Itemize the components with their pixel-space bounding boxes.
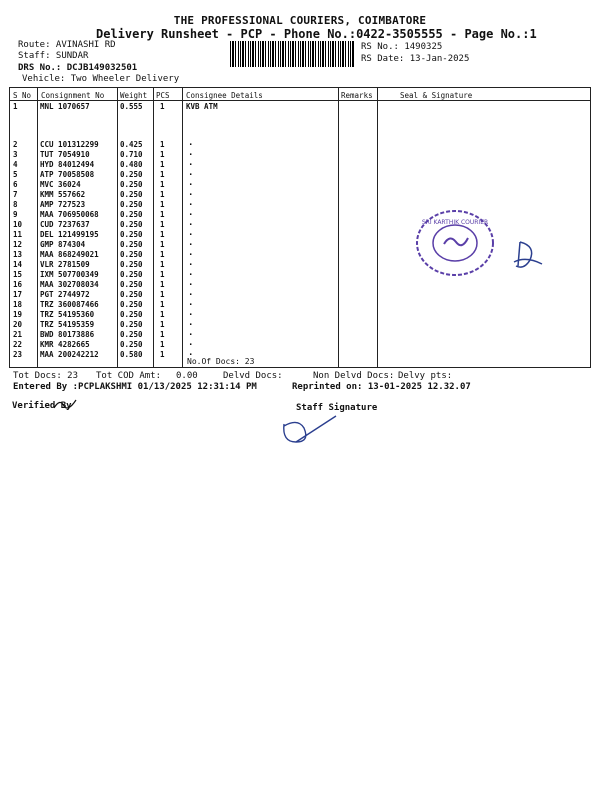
row-pcs: 1: [160, 150, 165, 159]
total-cod-label: Tot COD Amt:: [96, 371, 162, 381]
col-sno: S No: [13, 91, 32, 100]
row-weight: 0.250: [120, 300, 143, 309]
row-pcs: 1: [160, 102, 165, 111]
row-weight: 0.250: [120, 180, 143, 189]
row-consignee: .: [188, 268, 194, 278]
row-consignment: DEL 121499195: [40, 230, 99, 239]
col-seal-signature: Seal & Signature: [400, 91, 473, 100]
row-pcs: 1: [160, 250, 165, 259]
row-weight: 0.250: [120, 240, 143, 249]
total-docs: Tot Docs: 23: [13, 371, 79, 381]
barcode: [230, 41, 355, 67]
row-consignee: .: [188, 338, 194, 348]
row-weight: 0.425: [120, 140, 143, 149]
row-weight: 0.250: [120, 340, 143, 349]
row-sno: 7: [13, 190, 18, 199]
row-pcs: 1: [160, 210, 165, 219]
row-sno: 16: [13, 280, 23, 289]
verifier-signature: [52, 396, 78, 414]
row-pcs: 1: [160, 300, 165, 309]
row-consignee: .: [188, 278, 194, 288]
row-weight: 0.480: [120, 160, 143, 169]
row-pcs: 1: [160, 280, 165, 289]
row-consignment: MAA 200242212: [40, 350, 99, 359]
row-sno: 11: [13, 230, 23, 239]
row-weight: 0.250: [120, 280, 143, 289]
row-consignment: AMP 727523: [40, 200, 86, 209]
row-consignment: PGT 2744972: [40, 290, 90, 299]
row-weight: 0.250: [120, 290, 143, 299]
row-pcs: 1: [160, 240, 165, 249]
row-sno: 4: [13, 160, 18, 169]
row-sno: 13: [13, 250, 23, 259]
row-weight: 0.250: [120, 250, 143, 259]
non-delivered-docs: Non Delvd Docs:: [313, 371, 395, 381]
row-consignment: MAA 868249021: [40, 250, 99, 259]
no-of-docs: No.Of Docs: 23: [187, 357, 255, 366]
row-sno: 6: [13, 180, 18, 189]
row-consignment: TRZ 54195360: [40, 310, 95, 319]
row-pcs: 1: [160, 220, 165, 229]
row-pcs: 1: [160, 230, 165, 239]
row-consignment: HYD 84012494: [40, 160, 95, 169]
row-consignee: .: [188, 228, 194, 238]
row-consignee: .: [188, 298, 194, 308]
row-consignee: .: [188, 168, 194, 178]
row-sno: 19: [13, 310, 23, 319]
col-remarks: Remarks: [341, 91, 373, 100]
row-consignee: .: [188, 238, 194, 248]
col-weight: Weight: [120, 91, 148, 100]
row-weight: 0.250: [120, 200, 143, 209]
row-consignment: CUD 7237637: [40, 220, 90, 229]
row-consignee: .: [188, 218, 194, 228]
row-consignment: KMM 557662: [40, 190, 86, 199]
row-sno: 23: [13, 350, 23, 359]
row-weight: 0.250: [120, 210, 143, 219]
row-consignment: KMR 4282665: [40, 340, 90, 349]
row-sno: 18: [13, 300, 23, 309]
stamp-text: SRI KARTHIK COURIER: [421, 219, 489, 226]
row-consignee: .: [188, 188, 194, 198]
row-consignment: TRZ 360087466: [40, 300, 99, 309]
row-weight: 0.250: [120, 190, 143, 199]
row-pcs: 1: [160, 190, 165, 199]
receiver-signature: [510, 236, 546, 276]
row-pcs: 1: [160, 320, 165, 329]
entered-by: Entered By :PCPLAKSHMI 01/13/2025 12:31:14 PM: [13, 382, 257, 392]
row-sno: 10: [13, 220, 23, 229]
row-consignment: MAA 302708034: [40, 280, 99, 289]
row-consignee: .: [188, 308, 194, 318]
route-label: Route: AVINASHI RD: [18, 40, 116, 50]
col-consignment: Consignment No: [41, 91, 105, 100]
row-pcs: 1: [160, 340, 165, 349]
row-consignment: VLR 2781509: [40, 260, 90, 269]
col-consignee: Consignee Details: [186, 91, 263, 100]
row-consignee: .: [188, 158, 194, 168]
row-sno: 14: [13, 260, 23, 269]
row-consignee: .: [188, 178, 194, 188]
row-weight: 0.710: [120, 150, 143, 159]
row-sno: 5: [13, 170, 18, 179]
row-consignee: .: [188, 258, 194, 268]
row-weight: 0.250: [120, 330, 143, 339]
row-consignment: GMP 874304: [40, 240, 86, 249]
row-consignee: KVB ATM: [186, 102, 218, 111]
row-consignment: BWD 80173886: [40, 330, 95, 339]
row-pcs: 1: [160, 310, 165, 319]
delivery-points: Delvy pts:: [398, 371, 453, 381]
rs-number: RS No.: 1490325: [361, 42, 443, 52]
row-consignee: .: [188, 148, 194, 158]
total-cod-value: 0.00: [176, 371, 198, 381]
row-consignment: MVC 36024: [40, 180, 81, 189]
rs-date: RS Date: 13-Jan-2025: [361, 54, 470, 64]
reprinted-on: Reprinted on: 13-01-2025 12.32.07: [292, 382, 471, 392]
verified-by: Verified By: [12, 401, 72, 411]
row-sno: 3: [13, 150, 18, 159]
row-pcs: 1: [160, 180, 165, 189]
row-sno: 20: [13, 320, 23, 329]
row-weight: 0.250: [120, 170, 143, 179]
row-sno: 17: [13, 290, 23, 299]
col-pcs: PCS: [156, 91, 170, 100]
row-consignee: .: [188, 318, 194, 328]
row-weight: 0.250: [120, 260, 143, 269]
row-consignee: .: [188, 348, 194, 358]
row-sno: 1: [13, 102, 18, 111]
row-pcs: 1: [160, 350, 165, 359]
drs-number: DRS No.: DCJB149032501: [18, 63, 138, 73]
row-consignment: TUT 7054910: [40, 150, 90, 159]
row-pcs: 1: [160, 270, 165, 279]
company-title: THE PROFESSIONAL COURIERS, COIMBATORE: [173, 14, 427, 27]
runsheet-title: Delivery Runsheet - PCP - Phone No.:0422-3505555 - Page No.:1: [96, 27, 537, 41]
row-sno: 2: [13, 140, 18, 149]
courier-stamp: [414, 208, 496, 278]
staff-signature-label: Staff Signature: [296, 403, 378, 413]
row-pcs: 1: [160, 290, 165, 299]
row-pcs: 1: [160, 140, 165, 149]
row-sno: 12: [13, 240, 23, 249]
row-consignee: .: [188, 208, 194, 218]
row-pcs: 1: [160, 170, 165, 179]
row-consignee: .: [188, 248, 194, 258]
row-pcs: 1: [160, 160, 165, 169]
row-pcs: 1: [160, 200, 165, 209]
row-pcs: 1: [160, 260, 165, 269]
row-weight: 0.555: [120, 102, 143, 111]
row-consignee: .: [188, 328, 194, 338]
row-weight: 0.580: [120, 350, 143, 359]
row-consignment: MNL 1070657: [40, 102, 90, 111]
row-weight: 0.250: [120, 320, 143, 329]
row-consignee: .: [188, 288, 194, 298]
row-weight: 0.250: [120, 230, 143, 239]
row-consignment: CCU 101312299: [40, 140, 99, 149]
staff-label: Staff: SUNDAR: [18, 51, 89, 61]
staff-signature: [278, 412, 340, 446]
runsheet-table: [9, 87, 591, 368]
row-consignment: IXM 507700349: [40, 270, 99, 279]
row-sno: 15: [13, 270, 23, 279]
delivered-docs: Delvd Docs:: [223, 371, 283, 381]
row-consignee: .: [188, 138, 194, 148]
row-pcs: 1: [160, 330, 165, 339]
vehicle-label: Vehicle: Two Wheeler Delivery: [22, 74, 180, 84]
row-sno: 21: [13, 330, 23, 339]
row-sno: 22: [13, 340, 23, 349]
row-consignee: .: [188, 198, 194, 208]
row-consignment: TRZ 54195359: [40, 320, 95, 329]
row-sno: 9: [13, 210, 18, 219]
row-weight: 0.250: [120, 270, 143, 279]
row-consignment: ATP 70058508: [40, 170, 95, 179]
row-weight: 0.250: [120, 220, 143, 229]
row-weight: 0.250: [120, 310, 143, 319]
row-sno: 8: [13, 200, 18, 209]
row-consignment: MAA 706950068: [40, 210, 99, 219]
